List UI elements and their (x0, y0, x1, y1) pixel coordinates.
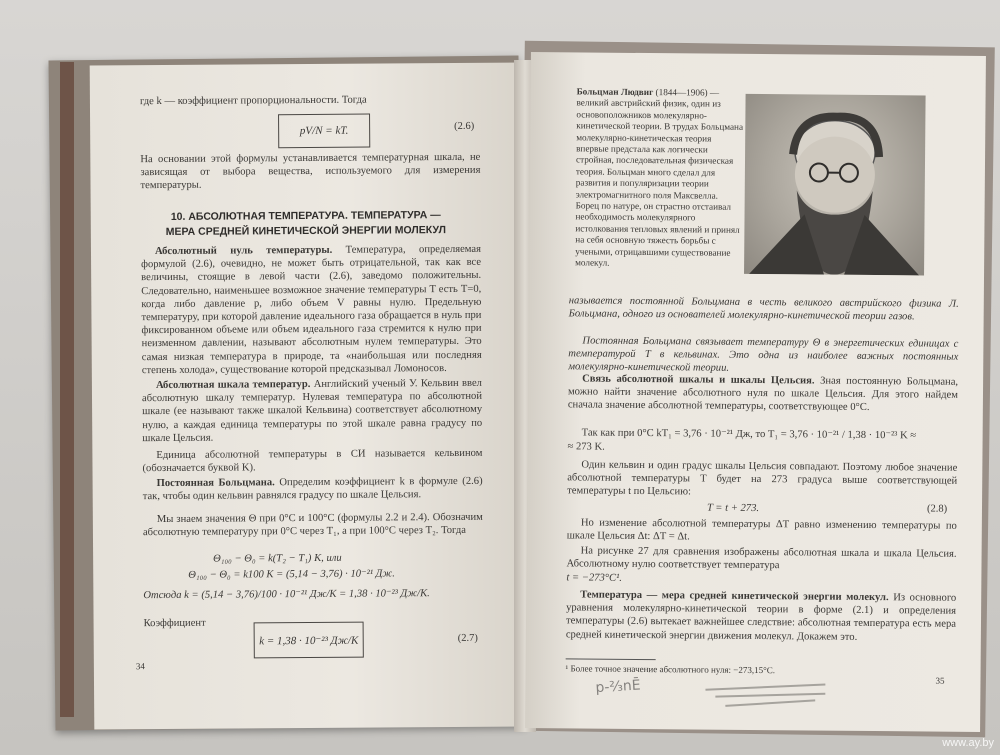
scale-relation-text: Зная постоянную Больцмана, можно найти значение абсолютного нуля по шкале Цельсия. Для этого найдем сначала значение абсолютной температуры, соответствующее 0°C. (567, 375, 959, 414)
coefficient-label: Коэффициент (143, 617, 206, 630)
page-number-left: 34 (135, 661, 145, 672)
intro-line: где k — коэффициент пропорциональности. Тогда (139, 94, 367, 108)
paragraph-absolute-zero-text: Температура, определяемая формулой (2.6), очевидно, не может быть отрицательной, так как все величины, стоящие в левой части (2.6), заведомо положительны. Следовательно, наименьшее возможное значение температуры T есть T=0, когда либо давление p, либо объем V равны нулю. Предельную температуру, при которой давление идеального газа обращается в нуль при фиксированном объеме или объем идеального газа стремится к нулю при неизменном давлении, называют абсолютным нулем температуры. Это самая низкая температура в природе, та «наибольшая или последняя степень холода», существование которой предсказывал Ломоносов. (141, 243, 482, 376)
pencil-scribble-1 (705, 683, 825, 690)
paragraph-kelvin-scale-title: Абсолютная шкала температур. (155, 378, 311, 392)
bio-years: (1844—1906) — (655, 87, 720, 98)
paragraph-t1-calc: Так как при 0°C kT₁ = 3,76 · 10⁻²¹ Дж, то T₁ = 3,76 · 10⁻²¹ / 1,38 · 10⁻²³ K ≈ (581, 427, 917, 442)
portrait-illustration (744, 94, 926, 276)
paragraph-boltzmann-title: Постоянная Больцмана. (156, 477, 275, 490)
paragraph-temperature-energy (566, 588, 956, 644)
formula-box-2-6 (278, 114, 370, 149)
paragraph-figure-27: На рисунке 27 для сравнения изображены абсолютная шкала и шкала Цельсия. Абсолютному нулю соответствует температура (566, 545, 957, 572)
paragraph-delta-t: Но изменение абсолютной температуры ΔT равно изменению температуры по шкале Цельсия Δt: ΔT = Δt. (566, 517, 957, 543)
boltzmann-portrait (744, 94, 926, 276)
paragraph-called-constant: называется постоянной Больцмана в честь великого австрийского физика Л. Больцмана, одного из основателей молекулярно-кинетической теории газов. (568, 295, 959, 323)
equation-number-2-6: (2.6) (454, 120, 475, 132)
book-spine-edge (60, 62, 74, 717)
temperature-energy-text: Из основного уравнения молекулярно-кинетической теории в форме (2.1) и определения температуры (2.6) вытекает важнейшее следствие: абсолютная температура есть мера средней кинетической энергии движения молекул. Докажем это. (565, 592, 957, 643)
paragraph-boltzmann-links: Постоянная Больцмана связывает температуру Θ в энергетических единицах с температурой T в кельвинах. Это одна из наиболее важных постоянных молекулярно-кинетической теории. (568, 335, 959, 375)
paragraph-known-values: Мы знаем значения Θ при 0°C и 100°C (формулы 2.2 и 2.4). Обозначим абсолютную температуру при 0°C через T₁, а при 100°C через T₂. Тогда (142, 511, 483, 539)
paragraph-kelvin-unit: Единица абсолютной температуры в СИ называется кельвином (обозначается буквой K). (142, 447, 483, 475)
left-page (90, 63, 525, 730)
paragraph-kelvin-scale-text: Английский ученый У. Кельвин ввел абсолютную шкалу температур. Нулевая температура по абсолютной шкале (ее называют также шкалой Кельвина) соответствует абсолютному нулю, а каждая единица температуры по этой шкале равна градусу по шкале Цельсия. (141, 377, 483, 444)
temperature-energy-title: Температура — мера средней кинетической энергии молекул. (580, 589, 889, 604)
paragraph-kelvin-equal: Один кельвин и один градус шкалы Цельсия совпадают. Поэтому любое значение абсолютной температуры T будет на 273 градуса выше соответствующей температуры t по Цельсию: (567, 459, 958, 498)
pencil-handwriting: р-⅔nĒ (594, 677, 642, 697)
section-heading-line-2: МЕРА СРЕДНЕЙ КИНЕТИЧЕСКОЙ ЭНЕРГИИ МОЛЕКУЛ (165, 224, 446, 238)
paragraph-kelvin-scale (142, 377, 482, 445)
bio-name: Больцман Людвиг (576, 86, 654, 98)
watermark: www.ay.by (942, 737, 994, 749)
formula-k-derivation: Отсюда k = (5,14 − 3,76)/100 · 10⁻²¹ Дж/К = 1,38 · 10⁻²³ Дж/К. (143, 588, 430, 602)
formula-theta-difference: Θ₁₀₀ − Θ₀ = k(T₂ − T₁) K, или (213, 552, 342, 565)
pencil-scribble-2 (715, 693, 825, 698)
absolute-zero-celsius: t = −273°C¹. (566, 572, 622, 584)
paragraph-boltzmann-text: Определим коэффициент k в формуле (2.6) так, чтобы один кельвин равнялся градусу по шкале Цельсия. (142, 475, 483, 503)
page-number-right: 35 (935, 675, 945, 686)
paragraph-absolute-zero-title: Абсолютный нуль температуры. (154, 244, 333, 258)
formula-2-7: k = 1,38 · 10⁻²³ Дж/К (259, 634, 359, 647)
boltzmann-biography (575, 86, 745, 270)
formula-2-6: pV/N = kT. (299, 124, 349, 138)
footnote-rule (566, 658, 656, 660)
paragraph-t1-result: ≈ 273 K. (567, 441, 605, 453)
right-page (525, 52, 986, 732)
formula-theta-value: Θ₁₀₀ − Θ₀ = k100 K = (5,14 − 3,76) · 10⁻²¹ Дж. (188, 568, 395, 581)
paragraph-scale-relation (568, 372, 958, 415)
pencil-scribble-3 (725, 699, 815, 706)
paragraph-absolute-zero (141, 243, 482, 377)
bio-text: великий австрийский физик, один из основоположников молекулярно-кинетической теории. В трудах Больцмана молекулярно-кинетическая теория впервые предстала как логически стройная, последовательная физическая теория. Больцман много сделал для развития и популяризации теории электромагнитного поля Максвелла. Борец по натуре, он страстно отстаивал необходимость молекулярного истолкования тепловых явлений и принял на себя основную тяжесть борьбы с учеными, отрицавшими существование молекул. (575, 97, 744, 268)
scale-relation-title: Связь абсолютной шкалы и шкалы Цельсия. (582, 373, 815, 387)
formula-box-2-7 (254, 622, 364, 659)
footnote: ¹ Более точное значение абсолютного нуля: −273,15°C. (565, 663, 776, 676)
equation-number-2-8: (2.8) (926, 503, 948, 515)
equation-number-2-7: (2.7) (457, 632, 478, 644)
paragraph-boltzmann-constant (143, 475, 483, 504)
paragraph-scale: На основании этой формулы устанавливается температурная шкала, не зависящая от выбора вещества, используемого для измерения температуры. (140, 151, 481, 192)
formula-2-8: T = t + 273. (706, 502, 760, 515)
section-heading-line-1: 10. АБСОЛЮТНАЯ ТЕМПЕРАТУРА. ТЕМПЕРАТУРА — (170, 209, 441, 223)
